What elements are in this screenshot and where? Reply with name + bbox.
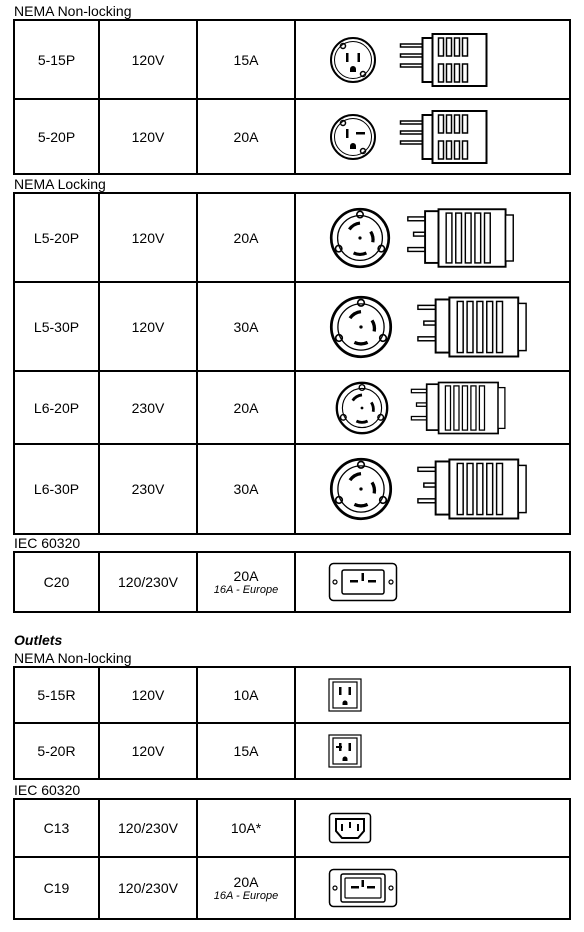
image-cell [295, 371, 570, 444]
current-cell: 20A [197, 99, 295, 174]
section-title-nema-nonlocking-plugs: NEMA Non-locking [14, 3, 132, 19]
table-row [14, 20, 570, 99]
current-cell: 30A [197, 444, 295, 534]
connector-type: L6-30P [14, 444, 99, 534]
plug-5-15p-icon [328, 30, 493, 90]
section-title-iec-outlets: IEC 60320 [14, 782, 81, 798]
connector-type: 5-20P [14, 99, 99, 174]
current-note: 16A - Europe [213, 584, 279, 596]
receptacle-5-20r-icon [328, 734, 362, 768]
plug-l5-20p-icon [328, 202, 523, 274]
voltage-cell: 120/230V [99, 857, 197, 919]
connector-type: 5-20R [14, 723, 99, 779]
image-cell [295, 552, 570, 612]
connector-type: 5-15P [14, 20, 99, 99]
voltage-cell: 120V [99, 99, 197, 174]
connector-type: 5-15R [14, 667, 99, 723]
iec-c20-inlet-icon [328, 562, 398, 602]
current-value: 20A [233, 874, 259, 890]
table-row [14, 282, 570, 371]
connector-type: C13 [14, 799, 99, 857]
image-cell [295, 193, 570, 282]
section-title-nema-nonlocking-outlets: NEMA Non-locking [14, 650, 132, 666]
table-row [14, 857, 570, 919]
current-value: 20A [233, 568, 259, 584]
current-cell: 10A [197, 667, 295, 723]
plug-5-20p-icon [328, 107, 493, 167]
image-cell [295, 667, 570, 723]
table-row [14, 99, 570, 174]
voltage-cell: 120V [99, 282, 197, 371]
table-iec-plugs [13, 551, 571, 613]
current-cell: 20A [197, 193, 295, 282]
table-iec-outlets [13, 798, 571, 920]
table-row [14, 723, 570, 779]
outlets-heading: Outlets [14, 632, 63, 648]
iec-c13-outlet-icon [328, 812, 372, 844]
image-cell [295, 444, 570, 534]
table-row [14, 371, 570, 444]
table-row [14, 667, 570, 723]
table-nema-locking-plugs [13, 192, 571, 535]
voltage-cell: 230V [99, 371, 197, 444]
table-row [14, 444, 570, 534]
current-cell: 10A* [197, 799, 295, 857]
voltage-cell: 120/230V [99, 799, 197, 857]
image-cell [295, 282, 570, 371]
table-nema-nonlocking-plugs [13, 19, 571, 175]
current-note: 16A - Europe [213, 890, 279, 902]
image-cell [295, 799, 570, 857]
current-cell: 20A [197, 371, 295, 444]
table-row [14, 552, 570, 612]
iec-c19-outlet-icon [328, 868, 398, 908]
table-row [14, 193, 570, 282]
image-cell [295, 99, 570, 174]
table-nema-nonlocking-outlets [13, 666, 571, 780]
section-title-nema-locking-plugs: NEMA Locking [14, 176, 106, 192]
connector-type: L6-20P [14, 371, 99, 444]
image-cell [295, 723, 570, 779]
receptacle-5-15r-icon [328, 678, 362, 712]
current-cell: 30A [197, 282, 295, 371]
voltage-cell: 120V [99, 193, 197, 282]
plug-l5-30p-icon [328, 290, 533, 364]
image-cell [295, 20, 570, 99]
table-row [14, 799, 570, 857]
image-cell [295, 857, 570, 919]
current-cell: 15A [197, 723, 295, 779]
connector-type: C19 [14, 857, 99, 919]
voltage-cell: 120/230V [99, 552, 197, 612]
plug-l6-30p-icon [328, 452, 533, 526]
voltage-cell: 230V [99, 444, 197, 534]
section-title-iec-plugs: IEC 60320 [14, 535, 81, 551]
current-cell [197, 552, 295, 612]
voltage-cell: 120V [99, 20, 197, 99]
connector-type: C20 [14, 552, 99, 612]
connector-type: L5-30P [14, 282, 99, 371]
connector-type: L5-20P [14, 193, 99, 282]
current-cell: 15A [197, 20, 295, 99]
plug-l6-20p-icon [328, 377, 523, 439]
current-cell [197, 857, 295, 919]
voltage-cell: 120V [99, 723, 197, 779]
voltage-cell: 120V [99, 667, 197, 723]
